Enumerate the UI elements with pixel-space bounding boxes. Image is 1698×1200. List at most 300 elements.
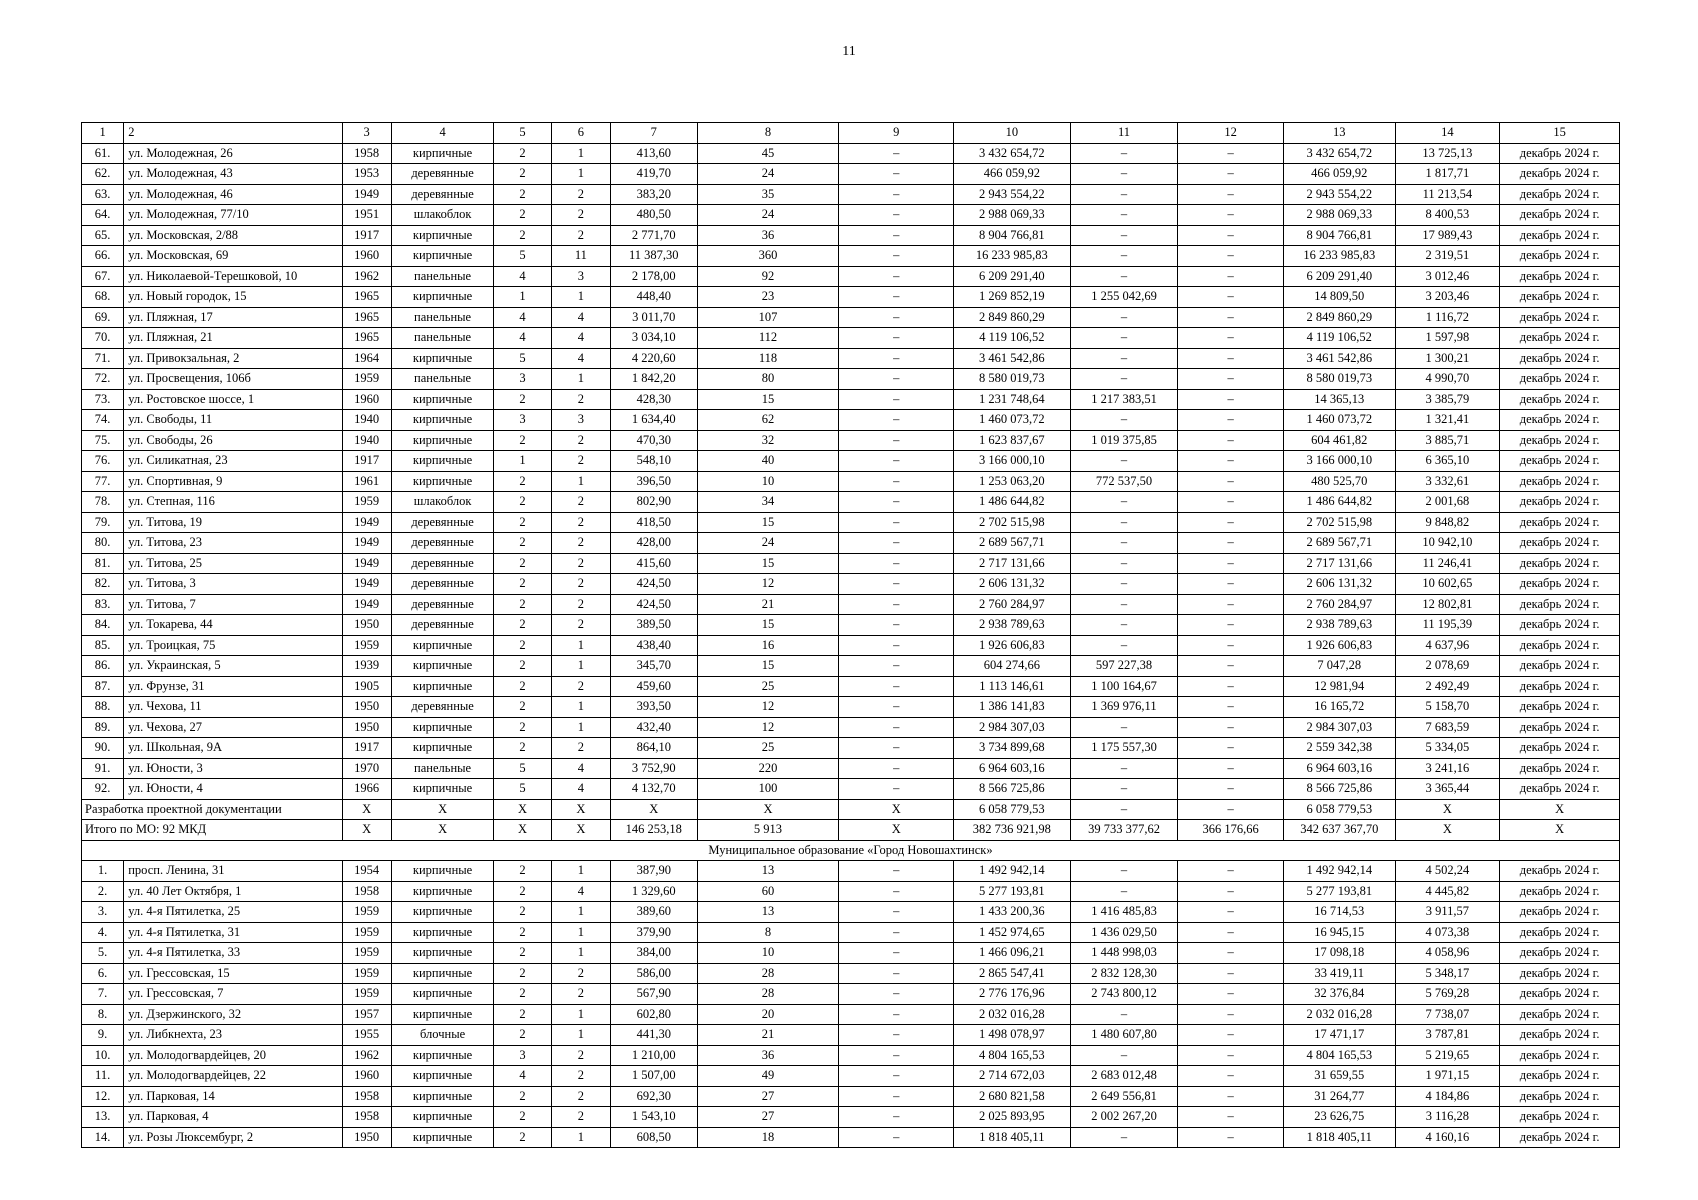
cell-col-1: 87. [82, 676, 124, 697]
cell-col-3: 1959 [342, 943, 391, 964]
cell-col-13: 16 945,15 [1283, 922, 1395, 943]
cell-col-6: 4 [551, 348, 610, 369]
table-row [82, 922, 1620, 943]
cell-col-10: 1 818 405,11 [954, 1127, 1071, 1148]
cell-col-14: 4 502,24 [1395, 861, 1500, 882]
header-row [82, 123, 1620, 144]
cell-col-7: 438,40 [611, 635, 698, 656]
cell-col-6: 4 [551, 328, 610, 349]
cell-col-7: 415,60 [611, 553, 698, 574]
cell-col-2: ул. 40 Лет Октября, 1 [124, 881, 342, 902]
cell-col-8: 27 [697, 1086, 839, 1107]
cell-col-7: 480,50 [611, 205, 698, 226]
cell-col-13: 6 964 603,16 [1283, 758, 1395, 779]
cell-col-11: – [1070, 779, 1178, 800]
cell-col-13: 1 486 644,82 [1283, 492, 1395, 513]
cell-col-12: – [1178, 1025, 1284, 1046]
cell-col-2: ул. Молодежная, 77/10 [124, 205, 342, 226]
cell-col-2: ул. Юности, 4 [124, 779, 342, 800]
cell-col-8: 62 [697, 410, 839, 431]
table-row [82, 635, 1620, 656]
cell-col-10: 2 025 893,95 [954, 1107, 1071, 1128]
cell-col-1: 75. [82, 430, 124, 451]
cell-col-1: 2. [82, 881, 124, 902]
cell-col-1: 14. [82, 1127, 124, 1148]
cell-col-8: 8 [697, 922, 839, 943]
cell-col-12: – [1178, 758, 1284, 779]
cell-col-4: кирпичные [391, 861, 494, 882]
cell-col-8: 92 [697, 266, 839, 287]
cell-col-12: – [1178, 164, 1284, 185]
cell-col-5: 5 [494, 779, 551, 800]
cell-col-4: кирпичные [391, 389, 494, 410]
cell-col-9: – [839, 861, 954, 882]
cell-col-8: 12 [697, 574, 839, 595]
cell-col-13: 2 717 131,66 [1283, 553, 1395, 574]
cell-col-10: 2 865 547,41 [954, 963, 1071, 984]
cell-col-15: декабрь 2024 г. [1500, 615, 1620, 636]
cell-col-13: 16 233 985,83 [1283, 246, 1395, 267]
cell-col-1: 69. [82, 307, 124, 328]
cell-col-9: – [839, 635, 954, 656]
cell-col-13: 3 461 542,86 [1283, 348, 1395, 369]
cell-col-7: 602,80 [611, 1004, 698, 1025]
cell-col-2: ул. Титова, 25 [124, 553, 342, 574]
cell-col-3: 1949 [342, 533, 391, 554]
table-row [82, 184, 1620, 205]
table-row [82, 881, 1620, 902]
cell-col-11: – [1070, 184, 1178, 205]
cell-col-15: декабрь 2024 г. [1500, 553, 1620, 574]
cell-col-4: кирпичные [391, 902, 494, 923]
cell-col-10: 2 680 821,58 [954, 1086, 1071, 1107]
cell-col-7: 424,50 [611, 594, 698, 615]
cell-col-5: 5 [494, 246, 551, 267]
cell-col-14: 2 078,69 [1395, 656, 1500, 677]
cell-col-10: 8 566 725,86 [954, 779, 1071, 800]
cell-col-14: 1 971,15 [1395, 1066, 1500, 1087]
cell-col-7: 2 178,00 [611, 266, 698, 287]
cell-col-15: декабрь 2024 г. [1500, 758, 1620, 779]
cell-col-7: 428,30 [611, 389, 698, 410]
cell-col-3: 1949 [342, 553, 391, 574]
cell-col-1: 85. [82, 635, 124, 656]
cell-col-3: 1953 [342, 164, 391, 185]
cell-col-6: X [551, 820, 610, 841]
cell-col-5: 1 [494, 287, 551, 308]
table-row [82, 717, 1620, 738]
cell-col-9: – [839, 594, 954, 615]
cell-col-2: ул. Чехова, 11 [124, 697, 342, 718]
cell-col-10: 1 452 974,65 [954, 922, 1071, 943]
cell-col-2: ул. Юности, 3 [124, 758, 342, 779]
cell-col-13: 466 059,92 [1283, 164, 1395, 185]
cell-col-6: 2 [551, 738, 610, 759]
cell-col-12: 12 [1178, 123, 1284, 144]
cell-col-13: 2 938 789,63 [1283, 615, 1395, 636]
cell-col-10: 2 714 672,03 [954, 1066, 1071, 1087]
table-row [82, 1107, 1620, 1128]
table-row [82, 676, 1620, 697]
cell-col-4: кирпичные [391, 1127, 494, 1148]
cell-col-11: – [1070, 553, 1178, 574]
table-body [82, 123, 1620, 1148]
cell-col-6: 3 [551, 410, 610, 431]
cell-col-13: 1 926 606,83 [1283, 635, 1395, 656]
cell-col-14: 1 321,41 [1395, 410, 1500, 431]
cell-col-9: – [839, 738, 954, 759]
cell-col-5: 3 [494, 369, 551, 390]
cell-col-8: 45 [697, 143, 839, 164]
cell-col-12: – [1178, 881, 1284, 902]
cell-col-4: кирпичные [391, 1004, 494, 1025]
cell-col-7: 1 329,60 [611, 881, 698, 902]
table-row [82, 1025, 1620, 1046]
cell-col-15: декабрь 2024 г. [1500, 512, 1620, 533]
cell-col-15: декабрь 2024 г. [1500, 266, 1620, 287]
table-row [82, 984, 1620, 1005]
cell-col-14: 4 184,86 [1395, 1086, 1500, 1107]
cell-col-13: 2 606 131,32 [1283, 574, 1395, 595]
section-title: Муниципальное образование «Город Новошахтинск» [82, 840, 1620, 861]
cell-col-13: 16 165,72 [1283, 697, 1395, 718]
cell-col-2: ул. Привокзальная, 2 [124, 348, 342, 369]
cell-col-2: ул. Московская, 69 [124, 246, 342, 267]
cell-col-7: 608,50 [611, 1127, 698, 1148]
cell-col-2: ул. Ростовское шоссе, 1 [124, 389, 342, 410]
cell-col-4: кирпичные [391, 779, 494, 800]
cell-col-13: 7 047,28 [1283, 656, 1395, 677]
cell-col-8: 35 [697, 184, 839, 205]
cell-col-6: 2 [551, 512, 610, 533]
cell-col-5: 5 [494, 758, 551, 779]
cell-col-12: – [1178, 574, 1284, 595]
cell-col-8: 107 [697, 307, 839, 328]
cell-col-1: 1 [82, 123, 124, 144]
cell-col-8: 27 [697, 1107, 839, 1128]
cell-col-5: 4 [494, 307, 551, 328]
cell-col-11: – [1070, 369, 1178, 390]
cell-col-11: 1 019 375,85 [1070, 430, 1178, 451]
cell-col-7: 11 387,30 [611, 246, 698, 267]
cell-col-15: декабрь 2024 г. [1500, 225, 1620, 246]
cell-col-1: 78. [82, 492, 124, 513]
table-row [82, 738, 1620, 759]
table-row [82, 943, 1620, 964]
cell-col-14: X [1395, 799, 1500, 820]
cell-col-10: 3 166 000,10 [954, 451, 1071, 472]
cell-col-15: декабрь 2024 г. [1500, 307, 1620, 328]
cell-col-6: 2 [551, 1045, 610, 1066]
cell-col-2: ул. Школьная, 9А [124, 738, 342, 759]
cell-col-15: декабрь 2024 г. [1500, 1107, 1620, 1128]
cell-col-11: – [1070, 717, 1178, 738]
cell-col-7: 413,60 [611, 143, 698, 164]
cell-col-6: 1 [551, 943, 610, 964]
cell-col-11: – [1070, 1045, 1178, 1066]
cell-col-11: – [1070, 143, 1178, 164]
cell-col-3: 3 [342, 123, 391, 144]
cell-col-13: 3 166 000,10 [1283, 451, 1395, 472]
cell-col-1: 88. [82, 697, 124, 718]
cell-col-13: 16 714,53 [1283, 902, 1395, 923]
cell-col-6: 11 [551, 246, 610, 267]
cell-col-7: 387,90 [611, 861, 698, 882]
cell-col-14: 5 348,17 [1395, 963, 1500, 984]
cell-col-6: 2 [551, 451, 610, 472]
cell-col-9: – [839, 1066, 954, 1087]
cell-col-12: – [1178, 1127, 1284, 1148]
cell-col-9: – [839, 615, 954, 636]
cell-col-4: кирпичные [391, 225, 494, 246]
cell-col-15: декабрь 2024 г. [1500, 963, 1620, 984]
cell-col-6: 1 [551, 902, 610, 923]
table-row [82, 205, 1620, 226]
cell-col-2: ул. Розы Люксембург, 2 [124, 1127, 342, 1148]
cell-col-2: ул. Парковая, 14 [124, 1086, 342, 1107]
cell-col-14: 5 219,65 [1395, 1045, 1500, 1066]
cell-col-5: 2 [494, 430, 551, 451]
cell-col-13: 8 580 019,73 [1283, 369, 1395, 390]
cell-col-3: 1905 [342, 676, 391, 697]
cell-col-10: 1 466 096,21 [954, 943, 1071, 964]
cell-col-2: ул. Грессовская, 7 [124, 984, 342, 1005]
cell-col-5: 2 [494, 164, 551, 185]
cell-col-14: 1 597,98 [1395, 328, 1500, 349]
table-row [82, 164, 1620, 185]
cell-col-14: 4 445,82 [1395, 881, 1500, 902]
cell-col-3: 1959 [342, 635, 391, 656]
cell-col-11: 1 416 485,83 [1070, 902, 1178, 923]
cell-col-7: 2 771,70 [611, 225, 698, 246]
cell-col-8: 24 [697, 533, 839, 554]
cell-col-12: – [1178, 246, 1284, 267]
total-row [82, 820, 1620, 841]
cell-col-6: 2 [551, 389, 610, 410]
cell-col-5: 2 [494, 205, 551, 226]
cell-col-10: 2 032 016,28 [954, 1004, 1071, 1025]
cell-col-10: 2 988 069,33 [954, 205, 1071, 226]
cell-col-14: 3 241,16 [1395, 758, 1500, 779]
cell-col-15: декабрь 2024 г. [1500, 410, 1620, 431]
table-row [82, 430, 1620, 451]
cell-col-12: – [1178, 348, 1284, 369]
cell-col-5: 4 [494, 328, 551, 349]
cell-col-2: ул. Троицкая, 75 [124, 635, 342, 656]
table-row [82, 512, 1620, 533]
cell-col-4: кирпичные [391, 656, 494, 677]
cell-col-3: 1949 [342, 594, 391, 615]
cell-col-5: 2 [494, 471, 551, 492]
cell-col-11: – [1070, 307, 1178, 328]
cell-col-12: – [1178, 1066, 1284, 1087]
cell-col-11: 1 480 607,80 [1070, 1025, 1178, 1046]
cell-col-1: 83. [82, 594, 124, 615]
cell-col-6: 1 [551, 922, 610, 943]
cell-col-11: 1 436 029,50 [1070, 922, 1178, 943]
cell-col-11: – [1070, 574, 1178, 595]
cell-col-13: 480 525,70 [1283, 471, 1395, 492]
cell-col-11: – [1070, 594, 1178, 615]
cell-col-8: 21 [697, 594, 839, 615]
cell-col-12: – [1178, 1107, 1284, 1128]
cell-col-3: 1949 [342, 574, 391, 595]
cell-col-11: – [1070, 533, 1178, 554]
cell-col-11: – [1070, 246, 1178, 267]
cell-col-11: – [1070, 164, 1178, 185]
cell-col-9: – [839, 1004, 954, 1025]
cell-col-9: – [839, 389, 954, 410]
cell-col-13: 4 804 165,53 [1283, 1045, 1395, 1066]
table-row [82, 143, 1620, 164]
cell-col-12: – [1178, 369, 1284, 390]
cell-col-7: 3 011,70 [611, 307, 698, 328]
cell-col-2: ул. Титова, 3 [124, 574, 342, 595]
cell-col-1: 1. [82, 861, 124, 882]
cell-col-14: 17 989,43 [1395, 225, 1500, 246]
table-row [82, 553, 1620, 574]
cell-col-12: – [1178, 799, 1284, 820]
cell-col-10: 1 433 200,36 [954, 902, 1071, 923]
cell-col-4: кирпичные [391, 676, 494, 697]
cell-col-7: 418,50 [611, 512, 698, 533]
table-row [82, 1127, 1620, 1148]
cell-col-7: 864,10 [611, 738, 698, 759]
cell-col-5: 2 [494, 963, 551, 984]
cell-col-11: – [1070, 348, 1178, 369]
cell-col-4: деревянные [391, 594, 494, 615]
cell-col-2: ул. Свободы, 26 [124, 430, 342, 451]
cell-col-5: 2 [494, 656, 551, 677]
cell-col-2: ул. Титова, 23 [124, 533, 342, 554]
cell-col-5: 2 [494, 512, 551, 533]
registry-table [81, 122, 1620, 1148]
cell-col-15: декабрь 2024 г. [1500, 389, 1620, 410]
cell-col-13: 1 492 942,14 [1283, 861, 1395, 882]
cell-col-8: 112 [697, 328, 839, 349]
cell-col-12: – [1178, 225, 1284, 246]
cell-col-4: кирпичные [391, 943, 494, 964]
cell-col-14: 11 246,41 [1395, 553, 1500, 574]
cell-col-3: 1949 [342, 184, 391, 205]
cell-col-8: 13 [697, 902, 839, 923]
table-row [82, 697, 1620, 718]
cell-col-9: – [839, 984, 954, 1005]
table-row [82, 307, 1620, 328]
cell-col-9: – [839, 676, 954, 697]
cell-col-12: – [1178, 307, 1284, 328]
table-row [82, 225, 1620, 246]
cell-col-7: 379,90 [611, 922, 698, 943]
cell-col-3: 1962 [342, 266, 391, 287]
cell-col-11: – [1070, 512, 1178, 533]
cell-col-6: 1 [551, 635, 610, 656]
cell-col-15: X [1500, 799, 1620, 820]
cell-col-1: 89. [82, 717, 124, 738]
cell-col-2: ул. Грессовская, 15 [124, 963, 342, 984]
cell-col-2: ул. Просвещения, 106б [124, 369, 342, 390]
cell-col-9: – [839, 943, 954, 964]
cell-col-1: 10. [82, 1045, 124, 1066]
cell-col-7: 459,60 [611, 676, 698, 697]
cell-col-5: 2 [494, 1107, 551, 1128]
cell-col-4: кирпичные [391, 1045, 494, 1066]
cell-col-4: X [391, 820, 494, 841]
table-row [82, 1004, 1620, 1025]
cell-col-4: кирпичные [391, 635, 494, 656]
cell-col-9: – [839, 779, 954, 800]
cell-col-9: – [839, 902, 954, 923]
page-number: 11 [842, 44, 856, 59]
cell-col-6: 1 [551, 287, 610, 308]
cell-col-15: декабрь 2024 г. [1500, 205, 1620, 226]
cell-col-12: – [1178, 328, 1284, 349]
cell-col-9: – [839, 1086, 954, 1107]
cell-col-15: декабрь 2024 г. [1500, 697, 1620, 718]
cell-col-5: 2 [494, 676, 551, 697]
cell-col-10: 1 269 852,19 [954, 287, 1071, 308]
cell-col-8: 15 [697, 615, 839, 636]
cell-col-1: 72. [82, 369, 124, 390]
cell-col-2: ул. Украинская, 5 [124, 656, 342, 677]
cell-col-5: 4 [494, 266, 551, 287]
cell-col-3: 1970 [342, 758, 391, 779]
cell-col-5: 3 [494, 1045, 551, 1066]
cell-col-9: – [839, 553, 954, 574]
cell-col-10: 2 984 307,03 [954, 717, 1071, 738]
cell-col-7: 567,90 [611, 984, 698, 1005]
cell-col-13: 2 988 069,33 [1283, 205, 1395, 226]
cell-col-11: 1 448 998,03 [1070, 943, 1178, 964]
cell-col-3: 1940 [342, 410, 391, 431]
cell-col-3: 1958 [342, 1086, 391, 1107]
cell-col-10: 3 461 542,86 [954, 348, 1071, 369]
cell-col-4: X [391, 799, 494, 820]
cell-col-9: – [839, 963, 954, 984]
cell-col-11: 772 537,50 [1070, 471, 1178, 492]
cell-col-12: – [1178, 1086, 1284, 1107]
cell-col-4: кирпичные [391, 1066, 494, 1087]
cell-col-9: – [839, 656, 954, 677]
cell-col-10: 1 926 606,83 [954, 635, 1071, 656]
cell-col-11: – [1070, 410, 1178, 431]
cell-col-9: – [839, 430, 954, 451]
cell-col-1: 71. [82, 348, 124, 369]
cell-col-3: 1959 [342, 492, 391, 513]
row-label: Итого по МО: 92 МКД [82, 820, 343, 841]
cell-col-4: кирпичные [391, 471, 494, 492]
cell-col-12: 366 176,66 [1178, 820, 1284, 841]
cell-col-15: декабрь 2024 г. [1500, 451, 1620, 472]
cell-col-15: декабрь 2024 г. [1500, 1045, 1620, 1066]
cell-col-13: 2 032 016,28 [1283, 1004, 1395, 1025]
cell-col-9: – [839, 471, 954, 492]
cell-col-6: 4 [551, 881, 610, 902]
cell-col-7: 383,20 [611, 184, 698, 205]
cell-col-13: 33 419,11 [1283, 963, 1395, 984]
cell-col-6: 1 [551, 1004, 610, 1025]
table-row [82, 902, 1620, 923]
cell-col-4: деревянные [391, 184, 494, 205]
table-row [82, 266, 1620, 287]
cell-col-3: 1957 [342, 1004, 391, 1025]
cell-col-14: 3 116,28 [1395, 1107, 1500, 1128]
cell-col-9: – [839, 184, 954, 205]
cell-col-9: – [839, 758, 954, 779]
cell-col-10: 2 702 515,98 [954, 512, 1071, 533]
table-row [82, 656, 1620, 677]
cell-col-12: – [1178, 205, 1284, 226]
